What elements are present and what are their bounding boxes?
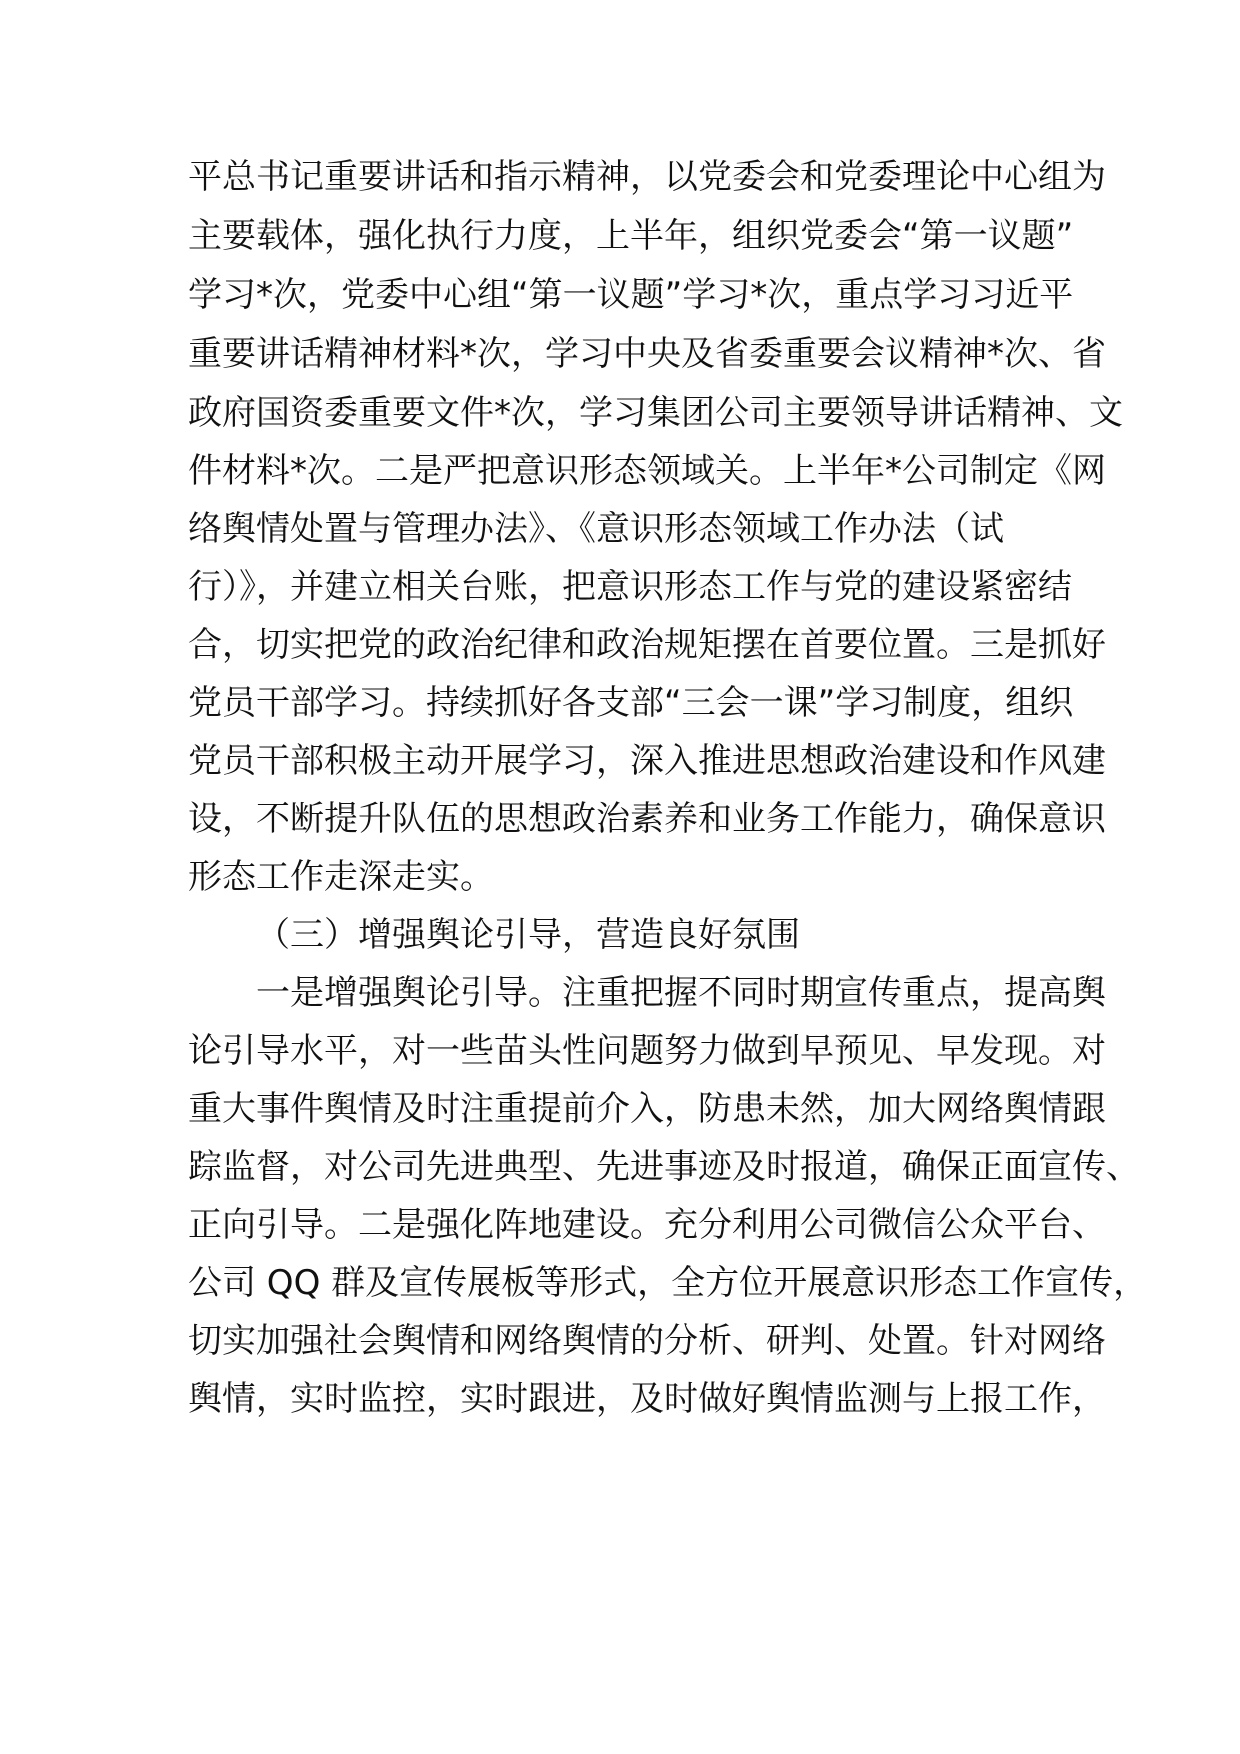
body-line: 络舆情处置与管理办法》、《意识形态领域工作办法（试 — [188, 509, 1004, 549]
body-line: 切实加强社会舆情和网络舆情的分析、研判、处置。针对网络 — [188, 1321, 1106, 1361]
body-line: 主要载体，强化执行力度，上半年，组织党委会“第一议题” — [188, 216, 1074, 256]
body-line: 件材料*次。二是严把意识形态领域关。上半年*公司制定《网 — [188, 451, 1106, 491]
body-line: 论引导水平，对一些苗头性问题努力做到早预见、早发现。对 — [188, 1031, 1106, 1071]
body-line: 党员干部积极主动开展学习，深入推进思想政治建设和作风建 — [188, 741, 1106, 781]
body-line: 形态工作走深走实。 — [188, 857, 494, 897]
body-line: 政府国资委重要文件*次，学习集团公司主要领导讲话精神、文 — [188, 393, 1123, 433]
body-line: 行）》，并建立相关台账，把意识形态工作与党的建设紧密结 — [188, 567, 1072, 607]
body-line: 公司 QQ 群及宣传展板等形式，全方位开展意识形态工作宣传， — [188, 1263, 1148, 1303]
body-line: 平总书记重要讲话和指示精神，以党委会和党委理论中心组为 — [188, 157, 1106, 197]
body-line: 设，不断提升队伍的思想政治素养和业务工作能力，确保意识 — [188, 799, 1106, 839]
body-line: 合，切实把党的政治纪律和政治规矩摆在首要位置。三是抓好 — [188, 625, 1106, 665]
body-line: 舆情，实时监控，实时跟进，及时做好舆情监测与上报工作， — [188, 1379, 1106, 1419]
body-line: 学习*次，党委中心组“第一议题”学习*次，重点学习习近平 — [188, 275, 1074, 315]
body-line: 踪监督，对公司先进典型、先进事迹及时报道，确保正面宣传、 — [188, 1147, 1140, 1187]
paragraph-first-line: 一是增强舆论引导。注重把握不同时期宣传重点，提高舆 — [256, 973, 1106, 1013]
body-line: 党员干部学习。持续抓好各支部“三会一课”学习制度，组织 — [188, 683, 1074, 723]
body-line: 正向引导。二是强化阵地建设。充分利用公司微信公众平台、 — [188, 1205, 1106, 1245]
body-line: 重要讲话精神材料*次，学习中央及省委重要会议精神*次、省 — [188, 334, 1106, 374]
body-line: 重大事件舆情及时注重提前介入，防患未然，加大网络舆情跟 — [188, 1089, 1106, 1129]
section-heading: （三）增强舆论引导，营造良好氛围 — [256, 915, 800, 955]
